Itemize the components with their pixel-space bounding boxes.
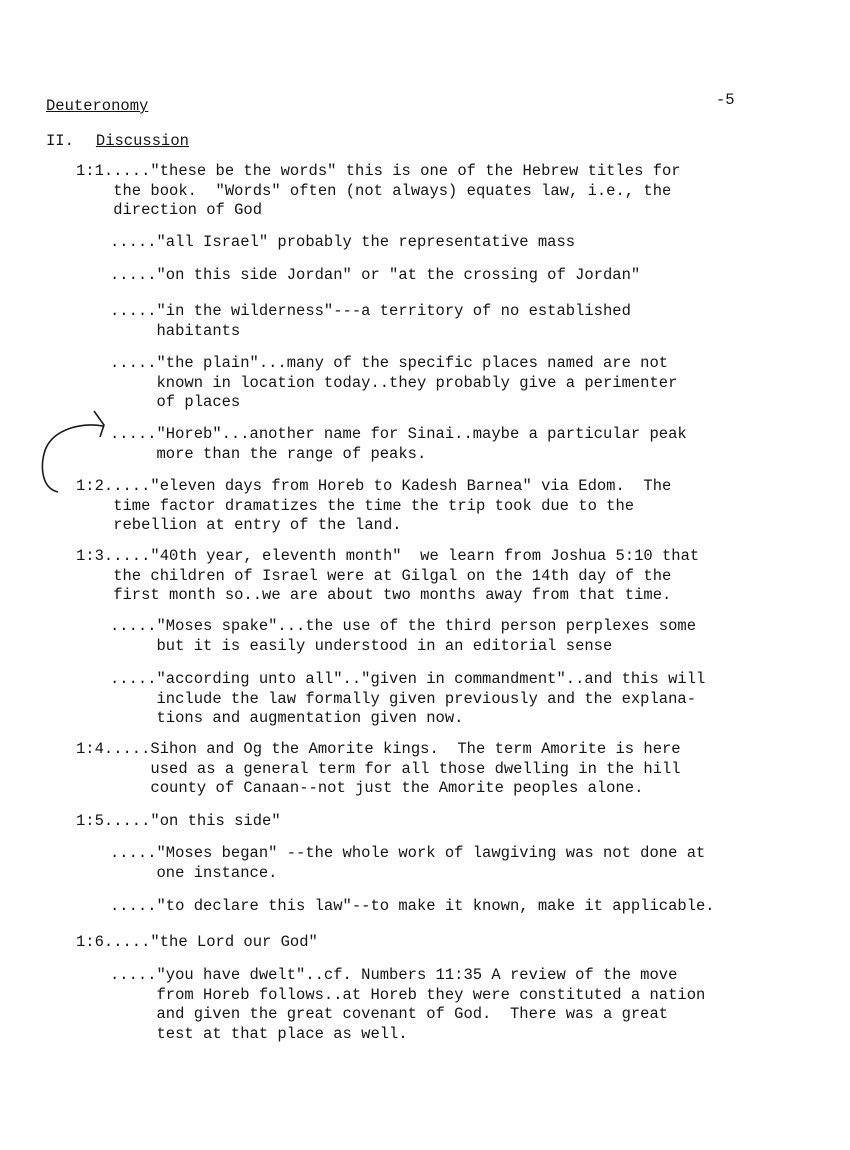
text-line: test at that place as well.	[110, 1024, 408, 1043]
text-line: 1:6....."the Lord our God"	[76, 933, 318, 951]
page-number: -5	[716, 91, 735, 109]
text-line: 1:1....."these be the words" this is one of the Hebrew titles for	[76, 162, 681, 180]
text-line: ....."you have dwelt"..cf. Numbers 11:35 A review of the move	[110, 966, 678, 984]
text-line: the children of Israel were at Gilgal on the 14th day of the	[76, 566, 672, 585]
text-line: more than the range of peaks.	[110, 444, 427, 463]
text-line: from Horeb follows..at Horeb they were constituted a nation	[110, 985, 706, 1004]
text-line: but it is easily understood in an editorial sense	[110, 636, 613, 655]
document-title: Deuteronomy	[46, 97, 149, 115]
text-line: ....."Horeb"...another name for Sinai..maybe a particular peak	[110, 425, 687, 443]
text-line: rebellion at entry of the land.	[76, 516, 402, 534]
text-line: habitants	[110, 321, 241, 340]
arrow-head	[94, 411, 104, 437]
text-line: ....."all Israel" probably the representative mass	[110, 233, 576, 251]
text-line: 1:2....."eleven days from Horeb to Kadesh Barnea" via Edom. The	[76, 477, 672, 495]
text-line: 1:5....."on this side"	[76, 812, 281, 830]
text-line: ....."on this side Jordan" or "at the crossing of Jordan"	[110, 266, 641, 284]
text-line: ....."to declare this law"--to make it known, make it applicable.	[110, 897, 715, 915]
text-line: and given the great covenant of God. There was a great	[110, 1005, 669, 1023]
text-line: include the law formally given previously and the explana-	[110, 689, 696, 708]
text-line: direction of God	[76, 201, 263, 219]
text-line: county of Canaan--not just the Amorite peoples alone.	[76, 779, 644, 797]
text-line: known in location today..they probably give a perimenter	[110, 373, 678, 392]
text-line: ....."in the wilderness"---a territory of no established	[110, 302, 631, 320]
text-line: ....."according unto all".."given in commandment"..and this will	[110, 670, 706, 688]
arrow-curve	[42, 425, 103, 492]
text-line: one instance.	[110, 863, 278, 882]
text-line: the book. "Words" often (not always) equates law, i.e., the	[76, 181, 672, 200]
text-line: 1:3....."40th year, eleventh month" we learn from Joshua 5:10 that	[76, 547, 700, 565]
section-title: Discussion	[95, 132, 189, 150]
text-line: of places	[110, 393, 241, 411]
text-line: ....."the plain"...many of the specific places named are not	[110, 354, 669, 372]
text-line: used as a general term for all those dwelling in the hill	[76, 759, 681, 778]
text-line: ....."Moses began" --the whole work of lawgiving was not done at	[110, 844, 706, 862]
text-line: time factor dramatizes the time the trip took due to the	[76, 496, 635, 515]
text-line: first month so..we are about two months away from that time.	[76, 586, 672, 604]
section-numeral: II.	[46, 132, 74, 150]
text-line: tions and augmentation given now.	[110, 709, 464, 727]
text-line: ....."Moses spake"...the use of the third person perplexes some	[110, 617, 696, 635]
text-line: 1:4.....Sihon and Og the Amorite kings. The term Amorite is here	[76, 740, 681, 758]
